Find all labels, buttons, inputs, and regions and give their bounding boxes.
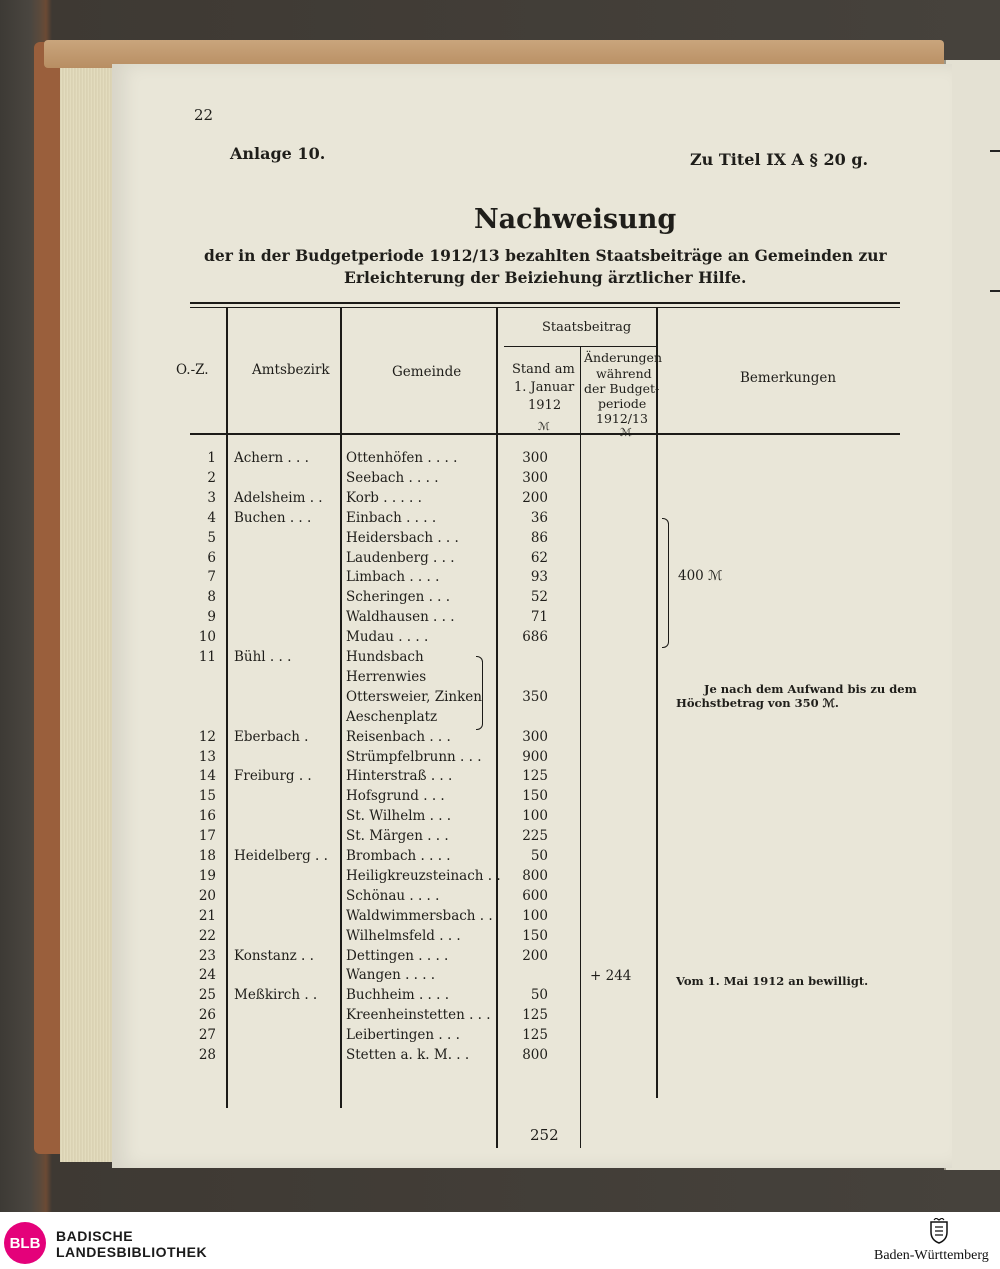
row-oz: 12 bbox=[198, 728, 216, 745]
header-amtsbezirk: Amtsbezirk bbox=[252, 362, 330, 378]
row-gemeinde: Reisenbach . . . bbox=[346, 728, 451, 745]
col-divider-3 bbox=[496, 308, 498, 1148]
row-oz: 20 bbox=[198, 887, 216, 904]
header-right: Zu Titel IX A § 20 g. bbox=[690, 150, 869, 169]
facing-page-mark bbox=[990, 290, 1000, 292]
row-oz: 24 bbox=[198, 967, 216, 984]
note-wangen: Vom 1. Mai 1912 an bewilligt. bbox=[676, 974, 869, 988]
row-amtsbezirk: Adelsheim . . bbox=[234, 489, 323, 506]
library-name bbox=[56, 1228, 207, 1260]
page-title: Nachweisung bbox=[474, 204, 677, 235]
library-footer bbox=[0, 1212, 1000, 1269]
row-gemeinde: Herrenwies bbox=[346, 668, 427, 685]
row-gemeinde: Heidersbach . . . bbox=[346, 529, 459, 546]
row-oz: 2 bbox=[207, 469, 216, 486]
row-oz: 11 bbox=[198, 649, 216, 665]
row-stand: 125 bbox=[522, 768, 548, 785]
col-divider-2 bbox=[340, 308, 342, 1108]
header-aend-unit: ℳ bbox=[620, 426, 632, 439]
row-oz: 14 bbox=[198, 768, 216, 785]
row-oz: 21 bbox=[198, 907, 216, 924]
row-oz: 8 bbox=[207, 589, 216, 606]
row-gemeinde: Ottersweier, Zinken bbox=[346, 688, 482, 705]
table-top-rule-thin bbox=[190, 307, 900, 308]
header-stand-3: 1912 bbox=[528, 398, 562, 413]
library-name-line2: LANDESBIBLIOTHEK bbox=[56, 1244, 208, 1260]
header-bottom-rule bbox=[190, 433, 900, 435]
header-bemerkungen: Bemerkungen bbox=[740, 370, 837, 386]
row-oz: 9 bbox=[207, 609, 216, 626]
row-stand: 200 bbox=[522, 489, 548, 506]
row-amtsbezirk: Konstanz . . bbox=[234, 947, 314, 964]
row-oz: 19 bbox=[198, 867, 216, 884]
row-amtsbezirk: Achern . . . bbox=[234, 450, 309, 466]
note-buehl-1: Je nach dem Aufwand bis zu dem bbox=[704, 682, 917, 696]
row-amtsbezirk: Eberbach . bbox=[234, 728, 309, 745]
facing-page bbox=[944, 60, 1000, 1170]
row-stand: 225 bbox=[522, 828, 548, 845]
row-stand: 86 bbox=[530, 529, 548, 546]
row-stand: 300 bbox=[522, 469, 548, 486]
brace-buehl bbox=[476, 656, 483, 730]
row-stand: 100 bbox=[522, 907, 548, 924]
row-oz: 16 bbox=[198, 808, 216, 825]
header-aend-1: Änderungen bbox=[584, 350, 663, 365]
row-oz: 1 bbox=[207, 450, 216, 466]
row-stand: 52 bbox=[530, 589, 548, 606]
row-stand: 800 bbox=[522, 1047, 548, 1063]
row-oz: 3 bbox=[207, 489, 216, 506]
row-oz: 27 bbox=[198, 1027, 216, 1044]
row-oz: 22 bbox=[198, 927, 216, 944]
header-aend-4: periode bbox=[598, 396, 647, 411]
row-gemeinde: Buchheim . . . . bbox=[346, 987, 450, 1004]
col-divider-5 bbox=[656, 308, 658, 1098]
row-oz: 13 bbox=[198, 748, 216, 765]
header-stand-2: 1. Januar bbox=[514, 380, 575, 395]
row-gemeinde: Hinterstraß . . . bbox=[346, 768, 453, 785]
row-gemeinde: Wilhelmsfeld . . . bbox=[346, 927, 461, 944]
row-oz: 10 bbox=[198, 629, 216, 646]
row-amtsbezirk: Heidelberg . . bbox=[234, 848, 328, 864]
row-oz: 17 bbox=[198, 828, 216, 845]
row-amtsbezirk: Buchen . . . bbox=[234, 509, 312, 526]
staatsbeitrag-rule bbox=[504, 346, 658, 347]
row-gemeinde: Hundsbach bbox=[346, 649, 424, 665]
row-oz: 28 bbox=[198, 1047, 216, 1063]
row-gemeinde: Korb . . . . . bbox=[346, 489, 422, 506]
row-oz: 7 bbox=[207, 569, 216, 586]
row-stand: 200 bbox=[522, 947, 548, 964]
row-stand: 150 bbox=[522, 788, 548, 805]
state-name: Baden-Württemberg bbox=[874, 1248, 989, 1263]
row-stand: 125 bbox=[522, 1007, 548, 1024]
blb-logo-text: BLB bbox=[9, 1234, 41, 1252]
row-gemeinde: Aeschenplatz bbox=[346, 708, 438, 725]
page-number: 22 bbox=[194, 106, 214, 124]
footer-page-number: 252 bbox=[530, 1126, 559, 1144]
blb-logo bbox=[4, 1222, 46, 1264]
row-oz: 25 bbox=[198, 987, 216, 1004]
note-buehl-2: Höchstbetrag von 350 ℳ. bbox=[676, 696, 839, 710]
row-amtsbezirk: Freiburg . . bbox=[234, 768, 312, 785]
header-aend-3: der Budget- bbox=[584, 381, 660, 396]
brace-buchen bbox=[662, 518, 669, 648]
row-oz: 4 bbox=[207, 509, 216, 526]
header-stand-1: Stand am bbox=[512, 362, 575, 377]
row-gemeinde: Strümpfelbrunn . . . bbox=[346, 748, 482, 765]
header-oz: O.-Z. bbox=[176, 362, 209, 378]
row-stand: 71 bbox=[530, 609, 548, 626]
header-aend-5: 1912/13 bbox=[596, 411, 648, 426]
col-divider-4 bbox=[580, 346, 581, 1148]
row-gemeinde: Seebach . . . . bbox=[346, 469, 439, 486]
row-oz: 5 bbox=[207, 529, 216, 546]
row-stand: 800 bbox=[522, 867, 548, 884]
row-oz: 26 bbox=[198, 1007, 216, 1024]
facing-page-mark bbox=[990, 150, 1000, 152]
row-stand: 50 bbox=[530, 987, 548, 1004]
row-gemeinde: Laudenberg . . . bbox=[346, 549, 455, 566]
table-top-rule bbox=[190, 302, 900, 304]
row-gemeinde: Brombach . . . . bbox=[346, 848, 451, 864]
row-gemeinde: Ottenhöfen . . . . bbox=[346, 450, 458, 466]
row-gemeinde: Einbach . . . . bbox=[346, 509, 437, 526]
row-gemeinde: Hofsgrund . . . bbox=[346, 788, 445, 805]
row-stand: 350 bbox=[522, 688, 548, 705]
header-staatsbeitrag: Staatsbeitrag bbox=[542, 320, 632, 335]
subtitle-line2: Erleichterung der Beiziehung ärztlicher Hilfe. bbox=[344, 268, 747, 287]
header-aend-2: während bbox=[596, 366, 652, 381]
row-oz: 15 bbox=[198, 788, 216, 805]
aend-wangen: + 244 bbox=[590, 968, 632, 984]
row-gemeinde: St. Wilhelm . . . bbox=[346, 808, 452, 825]
document-page bbox=[112, 64, 952, 1168]
row-gemeinde: Stetten a. k. M. . . bbox=[346, 1047, 470, 1063]
row-stand: 300 bbox=[522, 450, 548, 466]
row-gemeinde: St. Märgen . . . bbox=[346, 828, 449, 845]
header-stand-unit: ℳ bbox=[538, 420, 550, 433]
row-stand: 686 bbox=[522, 629, 548, 646]
row-amtsbezirk: Bühl . . . bbox=[234, 649, 292, 665]
header-gemeinde: Gemeinde bbox=[392, 364, 462, 380]
row-stand: 93 bbox=[530, 569, 548, 586]
col-divider-1 bbox=[226, 308, 228, 1108]
row-oz: 18 bbox=[198, 848, 216, 864]
subtitle-line1: der in der Budgetperiode 1912/13 bezahlten Staatsbeiträge an Gemeinden zur bbox=[204, 246, 887, 265]
row-gemeinde: Limbach . . . . bbox=[346, 569, 440, 586]
row-stand: 50 bbox=[530, 848, 548, 864]
row-stand: 600 bbox=[522, 887, 548, 904]
coat-of-arms-icon bbox=[928, 1218, 950, 1244]
row-gemeinde: Heiligkreuzsteinach . . bbox=[346, 867, 501, 884]
row-stand: 36 bbox=[530, 509, 548, 526]
note-400: 400 ℳ bbox=[678, 568, 723, 584]
row-gemeinde: Leibertingen . . . bbox=[346, 1027, 460, 1044]
row-gemeinde: Scheringen . . . bbox=[346, 589, 451, 606]
row-stand: 125 bbox=[522, 1027, 548, 1044]
book-cover-left bbox=[34, 42, 62, 1154]
page-edges bbox=[60, 52, 120, 1162]
row-gemeinde: Schönau . . . . bbox=[346, 887, 440, 904]
row-stand: 100 bbox=[522, 808, 548, 825]
library-name-line1: BADISCHE bbox=[56, 1228, 134, 1244]
row-gemeinde: Mudau . . . . bbox=[346, 629, 429, 646]
row-amtsbezirk: Meßkirch . . bbox=[234, 987, 318, 1004]
header-left: Anlage 10. bbox=[230, 144, 326, 163]
row-gemeinde: Waldhausen . . . bbox=[346, 609, 455, 626]
row-stand: 300 bbox=[522, 728, 548, 745]
row-gemeinde: Dettingen . . . . bbox=[346, 947, 449, 964]
row-oz: 6 bbox=[207, 549, 216, 566]
row-stand: 150 bbox=[522, 927, 548, 944]
row-stand: 62 bbox=[530, 549, 548, 566]
row-gemeinde: Wangen . . . . bbox=[346, 967, 436, 984]
row-gemeinde: Kreenheinstetten . . . bbox=[346, 1007, 491, 1024]
row-stand: 900 bbox=[522, 748, 548, 765]
row-gemeinde: Waldwimmersbach . . bbox=[346, 907, 493, 924]
row-oz: 23 bbox=[198, 947, 216, 964]
